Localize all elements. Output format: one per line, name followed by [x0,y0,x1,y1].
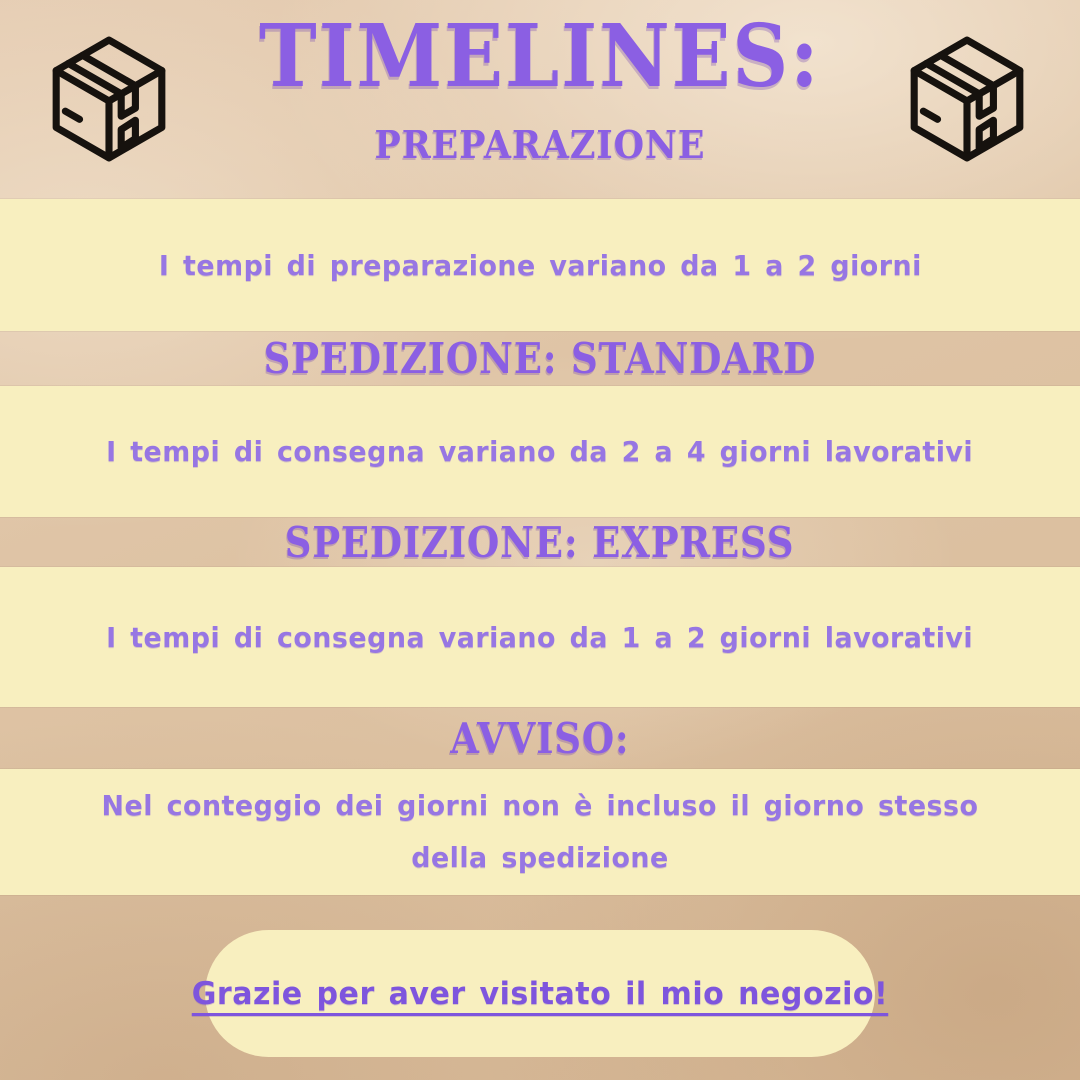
thanks-link[interactable]: Grazie per aver visitato il mio negozio! [191,975,889,1012]
standard-shipping-heading-row [0,331,1080,386]
express-shipping-heading-row [0,517,1080,567]
express-shipping-heading: SPEDIZIONE: EXPRESS [285,517,795,567]
page-title: TIMELINES: [259,6,821,107]
preparation-time-band [0,199,1080,331]
express-delivery-text: I tempi di consegna variano da 1 a 2 giorni lavorativi [106,620,974,654]
preparation-time-text: I tempi di preparazione variano da 1 a 2 giorni [158,248,922,282]
package-box-icon [44,27,174,175]
standard-delivery-text: I tempi di consegna variano da 2 a 4 giorni lavorativi [106,435,974,468]
thanks-button[interactable] [191,930,889,1057]
notice-band [0,769,1080,895]
standard-shipping-heading: SPEDIZIONE: STANDARD [263,334,817,383]
express-delivery-band [0,567,1080,707]
notice-text: Nel conteggio dei giorni non è incluso il giorno stesso della spedizione [101,789,979,874]
notice-heading-row [0,707,1080,769]
section-heading-preparazione: PREPARAZIONE [374,122,706,167]
standard-delivery-band [0,386,1080,517]
notice-heading: AVVISO: [450,713,630,763]
package-box-icon [902,27,1032,175]
